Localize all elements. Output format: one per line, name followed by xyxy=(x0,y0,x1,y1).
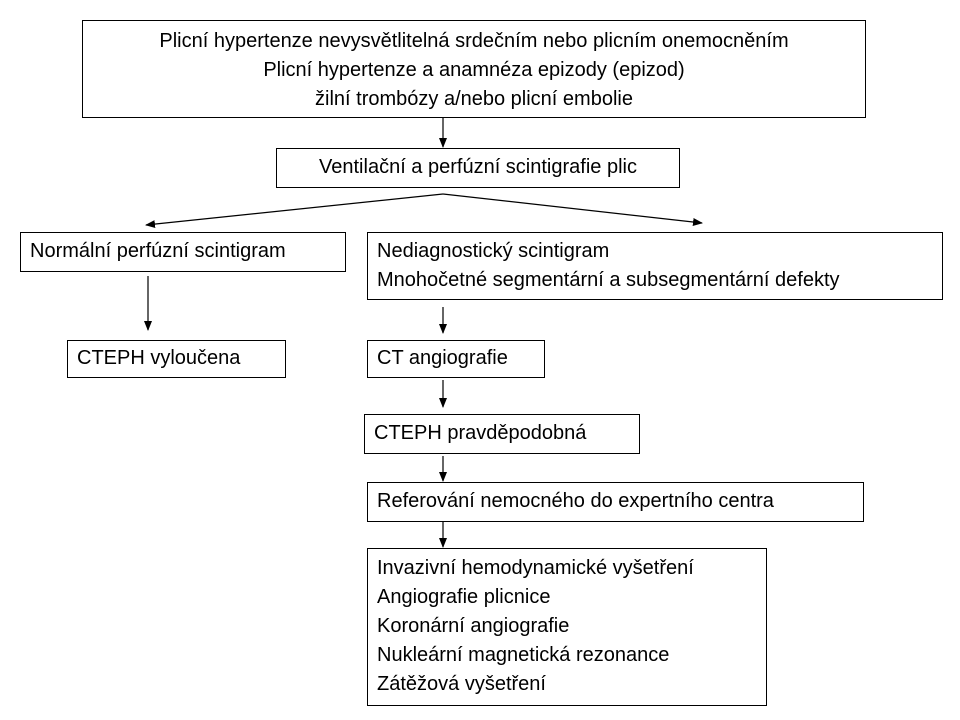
box-text-line: Nediagnostický scintigram xyxy=(377,240,610,262)
arrow-vq-to-nondiagnostic xyxy=(443,194,702,223)
expert-centre-referral-box xyxy=(367,482,864,522)
box-text-line: Referování nemocného do expertního centra xyxy=(377,490,774,512)
arrow-vq-to-normal xyxy=(146,194,443,225)
box-text-line: Angiografie plicnice xyxy=(377,586,551,608)
box-text-line: Zátěžová vyšetření xyxy=(377,673,546,695)
pulmonary-hypertension-box xyxy=(82,20,866,118)
box-text-line: CTEPH vyloučena xyxy=(77,347,241,369)
box-text-line: Nukleární magnetická rezonance xyxy=(377,644,670,666)
box-text-line: CTEPH pravděpodobná xyxy=(374,422,587,444)
box-text-line: Ventilační a perfúzní scintigrafie plic xyxy=(319,156,637,178)
box-text-line: Invazivní hemodynamické vyšetření xyxy=(377,557,694,579)
box-text-line: CT angiografie xyxy=(377,347,508,369)
box-text-line: Mnohočetné segmentární a subsegmentární defekty xyxy=(377,269,840,291)
ct-angiography-box xyxy=(367,340,545,378)
normal-perfusion-box xyxy=(20,232,346,272)
box-text-line: Normální perfúzní scintigram xyxy=(30,240,286,262)
nondiagnostic-scan-box xyxy=(367,232,943,300)
box-text-line: žilní trombózy a/nebo plicní embolie xyxy=(315,88,633,110)
cteph-probable-box xyxy=(364,414,640,454)
box-text-line: Koronární angiografie xyxy=(377,615,570,637)
vq-scintigraphy-box xyxy=(276,148,680,188)
box-text-line: Plicní hypertenze a anamnéza epizody (epizod) xyxy=(263,59,685,81)
examinations-box xyxy=(367,548,767,706)
box-text-line: Plicní hypertenze nevysvětlitelná srdečním nebo plicním onemocněním xyxy=(159,30,789,52)
cteph-excluded-box xyxy=(67,340,286,378)
